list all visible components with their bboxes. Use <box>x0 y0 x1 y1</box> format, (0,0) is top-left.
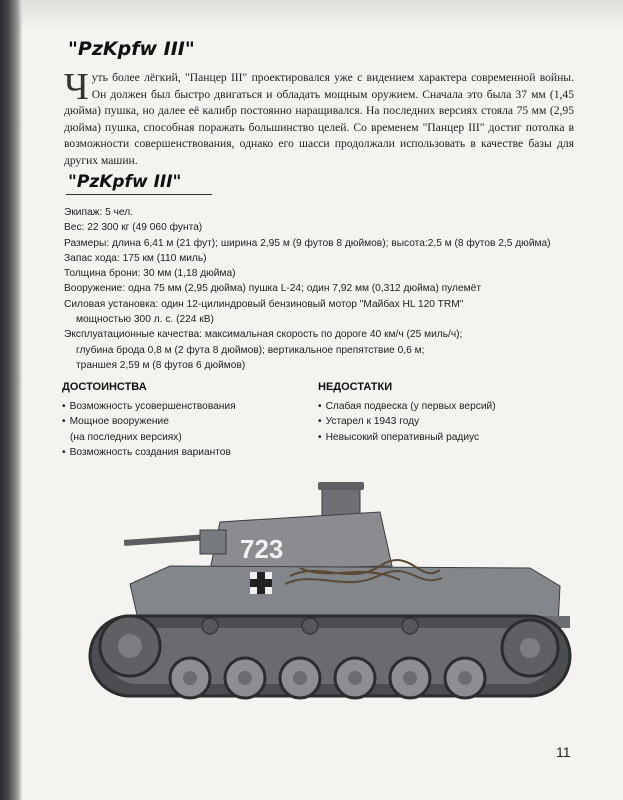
advantage-item-cont: (на последних версиях) <box>70 431 182 443</box>
spec-armament: Вооружение: одна 75 мм (2,95 дюйма) пушка L-24; один 7,92 мм (0,312 дюйма) пулемёт <box>64 283 481 295</box>
tank-marking: 723 <box>240 534 284 564</box>
spec-performance: Эксплуатационные качества: максимальная скорость по дороге 40 км/ч (25 миль/ч); <box>64 329 463 341</box>
intro-paragraph <box>64 66 574 169</box>
specs-title-rule <box>66 194 212 195</box>
spec-performance-cont-1: глубина брода 0,8 м (2 фута 8 дюймов); вертикальное препятствие 0,6 м; <box>76 344 425 356</box>
page-top-shade <box>22 0 623 30</box>
advantages-column <box>62 380 236 461</box>
spec-powerplant: Силовая установка: один 12-цилиндровый бензиновый мотор "Майбах HL 120 TRM" <box>64 298 464 310</box>
spec-dimensions: Размеры: длина 6,41 м (21 фут); ширина 2,95 м (9 футов 8 дюймов); высота:2,5 м (8 футов 2,5 дюйма) <box>64 237 551 249</box>
advantage-item: • Возможность усовершенствования <box>62 399 236 415</box>
drop-cap: Ч <box>64 66 89 108</box>
tank-illustration <box>60 466 580 716</box>
page-title: "PzKpfw III" <box>68 38 195 60</box>
disadvantages-heading: НЕДОСТАТКИ <box>318 381 393 393</box>
disadvantages-column <box>318 380 496 445</box>
advantages-heading: ДОСТОИНСТВА <box>62 381 147 393</box>
disadvantage-item: • Устарел к 1943 году <box>318 414 496 430</box>
intro-text: уть более лёгкий, "Панцер III" проектировался уже с видением характера современной войны. Он должен был быстро двигаться и обладать мощным оружием. Сначала это была 37 мм (1,45 дюйма) пушка, но далее её калибр постоянно наращивался. На последних версиях стояла 75 мм (2,95 дюйма) пушка, способная поражать большинство целей. Со временем "Панцер III" достиг потолка в возможности совершенствования, однако его шасси продолжали использовать в качестве базы для других машин. <box>64 71 574 167</box>
cross-insignia <box>250 572 272 594</box>
book-gutter-shadow <box>0 0 22 800</box>
spec-powerplant-cont: мощностью 300 л. с. (224 кВ) <box>76 314 214 326</box>
spec-armour: Толщина брони: 30 мм (1,18 дюйма) <box>64 268 236 280</box>
spec-range: Запас хода: 175 км (110 миль) <box>64 252 207 264</box>
spec-crew: Экипаж: 5 чел. <box>64 207 134 218</box>
advantage-item: • Мощное вооружение <box>62 414 236 430</box>
spec-weight: Вес: 22 300 кг (49 060 фунта) <box>64 222 203 234</box>
specs-title: "PzKpfw III" <box>68 172 182 192</box>
page-number: 11 <box>556 744 571 760</box>
disadvantage-item: • Невысокий оперативный радиус <box>318 430 496 446</box>
tank-turret <box>210 512 392 570</box>
advantage-item: • Возможность создания вариантов <box>62 445 236 461</box>
specs-list <box>64 205 584 373</box>
spec-performance-cont-2: траншея 2,59 м (8 футов 6 дюймов) <box>76 359 246 371</box>
disadvantage-item: • Слабая подвеска (у первых версий) <box>318 399 496 415</box>
